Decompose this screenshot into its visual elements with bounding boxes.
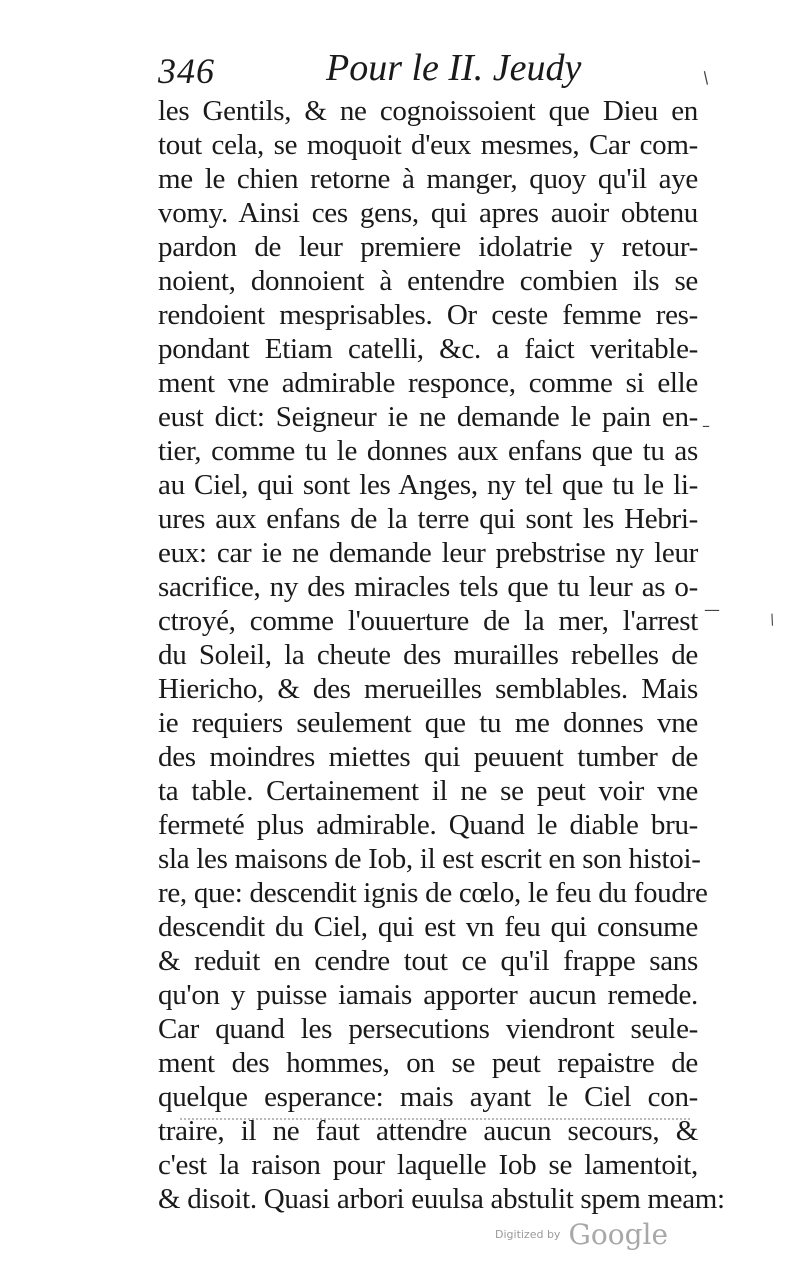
text-line: ment des hommes, on se peut repaistre de [158,1047,698,1079]
google-logo: Google [568,1218,669,1251]
page-header [158,44,698,94]
text-line: tier, comme tu le donnes aux enfans que tu as [158,435,698,467]
text-line: ie requiers seulement que tu me donnes vne [158,707,698,739]
margin-mark: / [767,611,778,629]
text-line: re, que: descendit ignis de cœlo, le feu du foudre [158,877,708,909]
page-number: 346 [158,51,215,91]
text-line: les Gentils, & ne cognoissoient que Dieu en [158,95,698,127]
digitized-label: Digitized by [495,1228,561,1241]
text-line: & disoit. Quasi arbori euulsa abstulit spem meam: [158,1183,725,1215]
text-line: qu'on y puisse iamais apporter aucun remede. [158,979,698,1011]
text-line: c'est la raison pour laquelle Iob se lamentoit, [158,1149,698,1181]
text-line: tout cela, se moquoit d'eux mesmes, Car com- [158,129,698,161]
text-line: sacrifice, ny des miracles tels que tu leur as o- [158,571,698,603]
text-line: eust dict: Seigneur ie ne demande le pain en- [158,401,698,433]
text-line: vomy. Ainsi ces gens, qui apres auoir obtenu [158,197,698,229]
text-line: sla les maisons de Iob, il est escrit en son histoi- [158,843,701,875]
body-text [158,94,725,1216]
text-line: du Soleil, la cheute des murailles rebelles de [158,639,698,671]
margin-mark: / [698,67,713,88]
text-line: quelque esperance: mais ayant le Ciel con- [158,1081,698,1113]
margin-mark: – [702,416,710,435]
text-line: fermeté plus admirable. Quand le diable bru- [158,809,698,841]
text-line: ures aux enfans de la terre qui sont les Hebri- [158,503,698,535]
digitized-by-google-credit [495,1218,668,1251]
text-line: ta table. Certainement il ne se peut voir vne [158,775,698,807]
text-line: ment vne admirable responce, comme si elle [158,367,698,399]
cropped-line-remnant [180,1118,690,1128]
text-line: rendoient mesprisables. Or ceste femme res- [158,299,698,331]
text-line: pondant Etiam catelli, &c. a faict veritable- [158,333,698,365]
text-line: pardon de leur premiere idolatrie y retour- [158,231,698,263]
running-title: Pour le II. Jeudy [326,47,582,89]
text-line: me le chien retorne à manger, quoy qu'il aye [158,163,698,195]
text-line: Car quand les persecutions viendront seule- [158,1013,698,1045]
text-line: des moindres miettes qui peuuent tumber de [158,741,698,773]
text-line: Hiericho, & des merueilles semblables. Mais [158,673,698,705]
text-line: descendit du Ciel, qui est vn feu qui consume [158,911,698,943]
text-line: & reduit en cendre tout ce qu'il frappe sans [158,945,698,977]
text-line: noient, donnoient à entendre combien ils se [158,265,698,297]
text-line: traire, il ne faut attendre aucun secours, & [158,1115,698,1147]
margin-mark: — [704,600,720,619]
text-line: eux: car ie ne demande leur prebstrise ny leur [158,537,698,569]
text-line: ctroyé, comme l'ouuerture de la mer, l'arrest [158,605,698,637]
text-line: au Ciel, qui sont les Anges, ny tel que tu le li- [158,469,698,501]
